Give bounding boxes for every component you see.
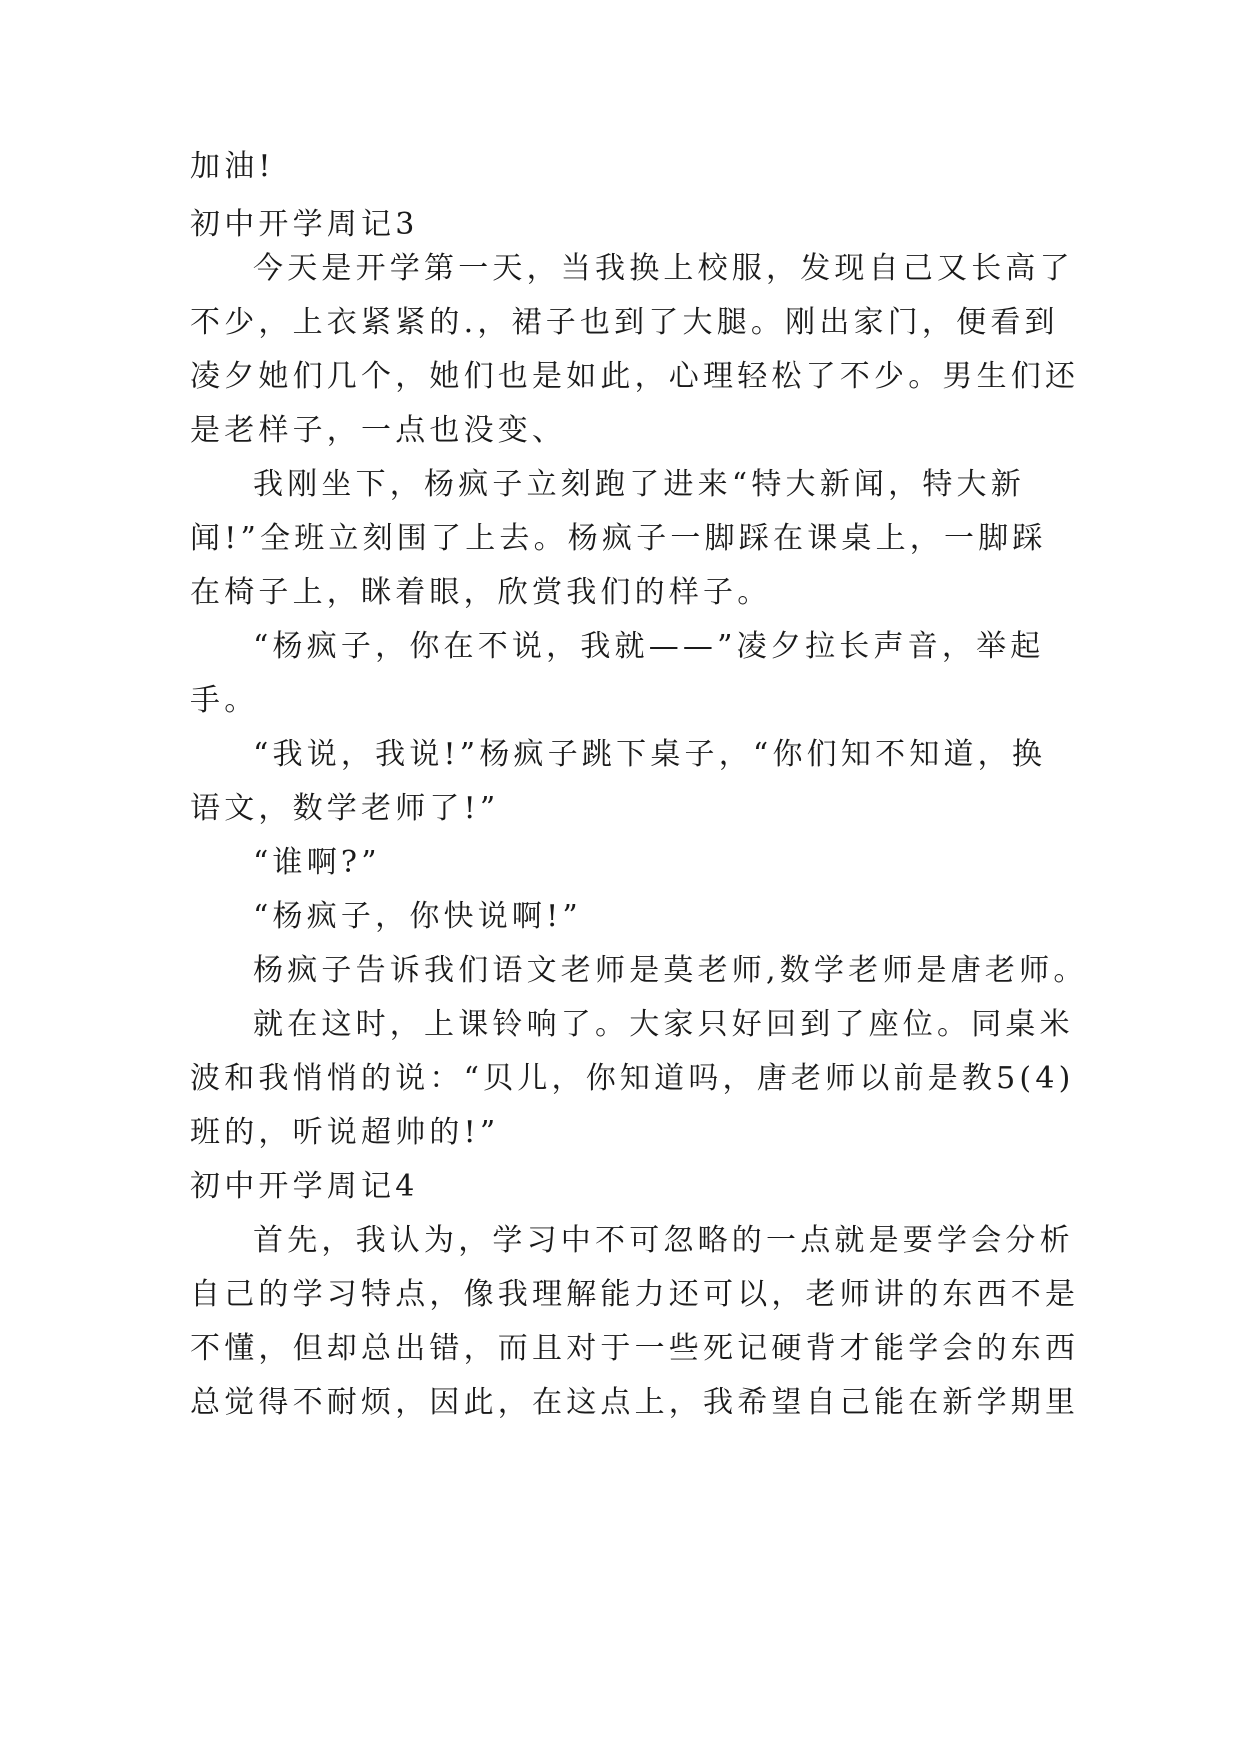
paragraph-first-line: 杨疯子告诉我们语文老师是莫老师,数学老师是唐老师。 xyxy=(253,953,1088,988)
text-line: 自己的学习特点，像我理解能力还可以，老师讲的东西不是 xyxy=(190,1277,1080,1312)
paragraph-first-line: 我刚坐下，杨疯子立刻跑了进来“特大新闻，特大新 xyxy=(253,467,1025,502)
text-line: 在椅子上，眯着眼，欣赏我们的样子。 xyxy=(190,575,772,610)
section-heading: 初中开学周记4 xyxy=(190,1169,419,1204)
paragraph-first-line: “我说，我说!”杨疯子跳下桌子，“你们知不知道，换 xyxy=(253,737,1047,772)
text-line: 闻!”全班立刻围了上去。杨疯子一脚踩在课桌上，一脚踩 xyxy=(190,521,1047,556)
text-line: 凌夕她们几个，她们也是如此，心理轻松了不少。男生们还 xyxy=(190,359,1080,394)
text-line: 加油! xyxy=(190,149,275,184)
text-line: 手。 xyxy=(190,683,259,718)
text-line: 语文，数学老师了!” xyxy=(190,791,500,826)
paragraph-first-line: “杨疯子，你在不说，我就——”凌夕拉长声音，举起 xyxy=(253,629,1045,664)
text-line: 波和我悄悄的说：“贝儿，你知道吗，唐老师以前是教5(4) xyxy=(190,1061,1075,1096)
section-heading: 初中开学周记3 xyxy=(190,207,419,242)
text-line: 不少，上衣紧紧的.，裙子也到了大腿。刚出家门，便看到 xyxy=(190,305,1059,340)
paragraph-first-line: 首先，我认为，学习中不可忽略的一点就是要学会分析 xyxy=(253,1223,1074,1258)
paragraph-first-line: “谁啊?” xyxy=(253,845,381,880)
text-line: 不懂，但却总出错，而且对于一些死记硬背才能学会的东西 xyxy=(190,1331,1080,1366)
text-line: 总觉得不耐烦，因此，在这点上，我希望自己能在新学期里 xyxy=(190,1385,1080,1420)
text-line: 班的，听说超帅的!” xyxy=(190,1115,500,1150)
text-line: 是老样子，一点也没变、 xyxy=(190,413,567,448)
paragraph-first-line: 今天是开学第一天，当我换上校服，发现自己又长高了 xyxy=(253,251,1074,286)
paragraph-first-line: “杨疯子，你快说啊!” xyxy=(253,899,582,934)
paragraph-first-line: 就在这时，上课铃响了。大家只好回到了座位。同桌米 xyxy=(253,1007,1074,1042)
